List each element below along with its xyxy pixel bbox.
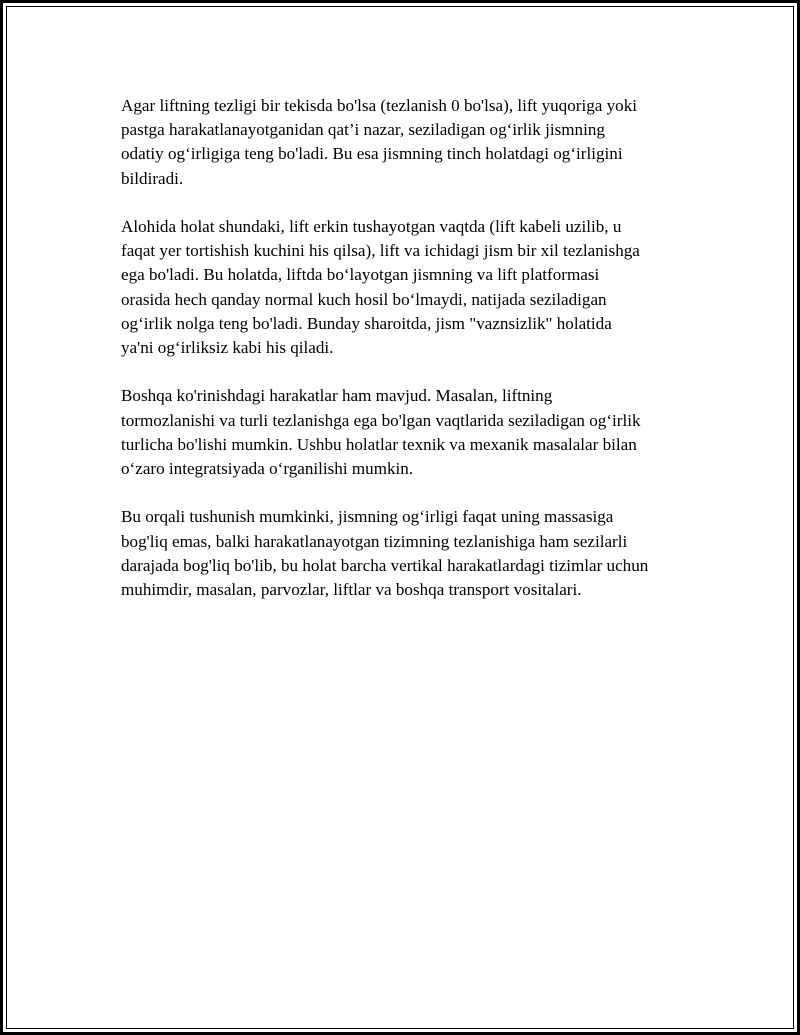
text-line: Boshqa ko'rinishdagi harakatlar ham mavjud. Masalan, liftning: [121, 386, 553, 406]
text-line: pastga harakatlanayotganidan qat’i nazar, seziladigan og‘irlik jismning: [121, 120, 605, 140]
text-line: ya'ni og‘irliksiz kabi his qiladi.: [121, 338, 334, 358]
paragraph-3: [121, 384, 696, 481]
paragraph-2: [121, 215, 696, 360]
text-line: tormozlanishi va turli tezlanishga ega bo'lgan vaqtlarida seziladigan og‘irlik: [121, 410, 641, 430]
text-line: odatiy og‘irligiga teng bo'ladi. Bu esa jismning tinch holatdagi og‘irligini: [121, 144, 623, 164]
paragraph-4: [121, 505, 696, 602]
document-body: [121, 94, 696, 626]
text-line: orasida hech qanday normal kuch hosil bo‘lmaydi, natijada seziladigan: [121, 289, 607, 309]
text-line: Agar liftning tezligi bir tekisda bo'lsa (tezlanish 0 bo'lsa), lift yuqoriga yoki: [121, 96, 638, 115]
text-line: Alohida holat shundaki, lift erkin tushayotgan vaqtda (lift kabeli uzilib, u: [121, 217, 622, 236]
text-line: ega bo'ladi. Bu holatda, liftda bo‘layotgan jismning va lift platformasi: [121, 265, 600, 285]
text-line: muhimdir, masalan, parvozlar, liftlar va boshqa transport vositalari.: [121, 580, 582, 600]
text-line: o‘zaro integratsiyada o‘rganilishi mumkin.: [121, 459, 414, 479]
text-line: og‘irlik nolga teng bo'ladi. Bunday sharoitda, jism "vaznsizlik" holatida: [121, 313, 612, 333]
text-line: bog'liq emas, balki harakatlanayotgan tizimning tezlanishiga ham sezilarli: [121, 531, 628, 551]
text-line: darajada bog'liq bo'lib, bu holat barcha vertikal harakatlardagi tizimlar uchun: [121, 555, 649, 575]
text-line: bildiradi.: [121, 168, 184, 188]
text-line: Bu orqali tushunish mumkinki, jismning og‘irligi faqat uning massasiga: [121, 507, 614, 527]
text-line: turlicha bo'lishi mumkin. Ushbu holatlar texnik va mexanik masalalar bilan: [121, 434, 637, 454]
text-line: faqat yer tortishish kuchini his qilsa), lift va ichidagi jism bir xil tezlanishga: [121, 241, 640, 261]
paragraph-1: [121, 94, 696, 191]
